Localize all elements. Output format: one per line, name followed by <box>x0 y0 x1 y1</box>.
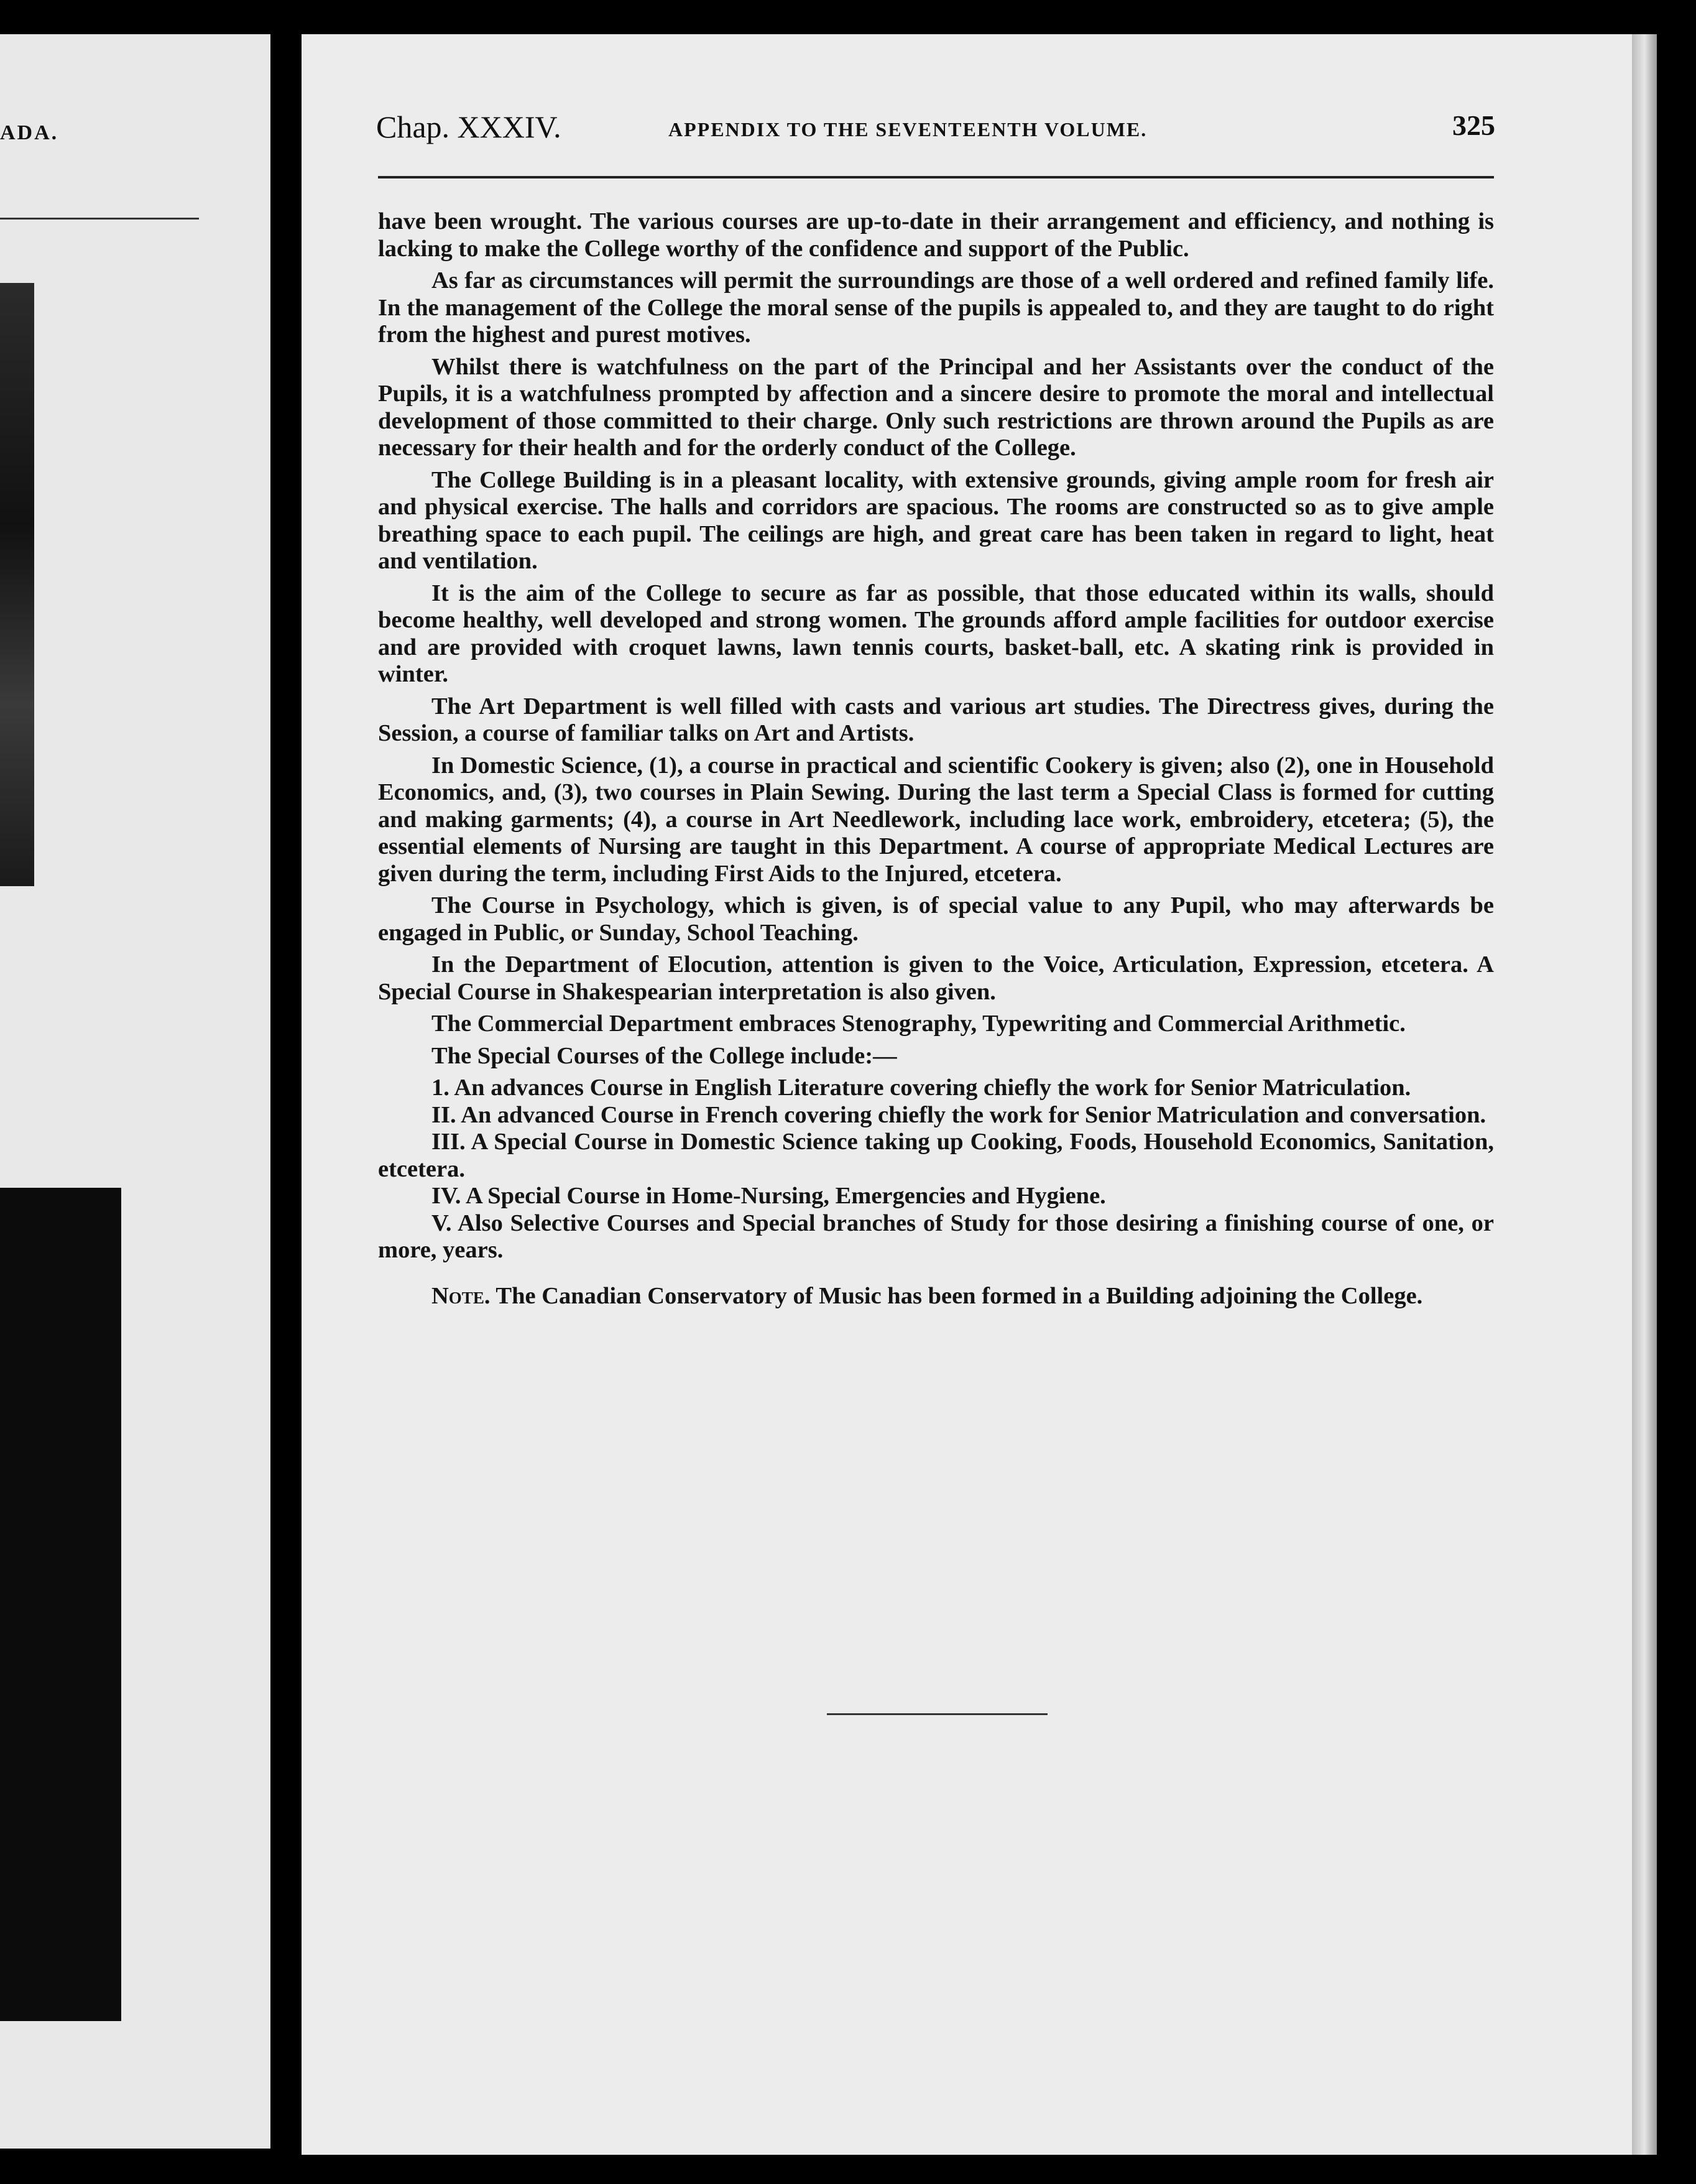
paragraph: In the Department of Elocution, attention is given to the Voice, Articulation, Expression, etcetera. A Special Course in Shakespearian interpretation is also given. <box>378 951 1494 1005</box>
body-text <box>378 208 1494 1315</box>
facing-page-photo <box>0 1188 121 2021</box>
paragraph: In Domestic Science, (1), a course in practical and scientific Cookery is given; also (2), one in Household Economics, and, (3), two courses in Plain Sewing. During the last term a Special Class is formed for cutting and making garments; (4), a course in Art Needlework, including lace work, embroidery, etcetera; (5), the essential elements of Nursing are taught in this Department. A course of appropriate Medical Lectures are given during the term, including First Aids to the Injured, etcetera. <box>378 752 1494 887</box>
running-title: APPENDIX TO THE SEVENTEENTH VOLUME. <box>668 118 1148 141</box>
header-rule <box>378 176 1494 178</box>
facing-page-photo <box>0 283 34 886</box>
paragraph: It is the aim of the College to secure as far as possible, that those educated within its walls, should become healthy, well developed and strong women. The grounds afford ample facilities for outdoor exercise and are provided with croquet lawns, lawn tennis courts, basket-ball, etc. A skating rink is provided in winter. <box>378 580 1494 687</box>
facing-page-rule <box>0 218 199 220</box>
end-rule <box>827 1713 1048 1715</box>
paragraph: The Course in Psychology, which is given, is of special value to any Pupil, who may afterwards be engaged in Public, or Sunday, School Teaching. <box>378 892 1494 946</box>
paragraph: Whilst there is watchfulness on the part of the Principal and her Assistants over the conduct of the Pupils, it is a watchfulness prompted by affection and a sincere desire to promote the moral and intellectual development of those committed to their charge. Only such restrictions are thrown around the Pupils as are necessary for their health and for the orderly conduct of the College. <box>378 353 1494 461</box>
course-item: IV. A Special Course in Home-Nursing, Emergencies and Hygiene. <box>431 1183 1106 1209</box>
paragraph: The College Building is in a pleasant locality, with extensive grounds, giving ample room for fresh air and physical exercise. The halls and corridors are spacious. The rooms are constructed so as to give ample breathing space to each pupil. The ceilings are high, and great care has been taken in regard to light, heat and ventilation. <box>378 466 1494 574</box>
paragraph: have been wrought. The various courses are up-to-date in their arrangement and efficiency, and nothing is lacking to make the College worthy of the confidence and support of the Public. <box>378 208 1494 262</box>
paragraph: The Art Department is well filled with casts and various art studies. The Directress gives, during the Session, a course of familiar talks on Art and Artists. <box>378 693 1494 746</box>
running-head <box>376 109 1495 152</box>
chapter-label: Chap. XXXIV. <box>376 109 561 144</box>
paragraph: The Commercial Department embraces Stenography, Typewriting and Commercial Arithmetic. <box>431 1011 1406 1037</box>
paragraph: The Special Courses of the College include:— <box>431 1042 897 1069</box>
paragraph: As far as circumstances will permit the surroundings are those of a well ordered and refined family life. In the management of the College the moral sense of the pupils is appealed to, and they are taught to do right from the highest and purest motives. <box>378 267 1494 348</box>
facing-page-running-head: ADA. <box>0 121 59 144</box>
course-item: 1. An advances Course in English Literature covering chiefly the work for Senior Matriculation. <box>431 1075 1411 1101</box>
note-label: Note. <box>431 1282 491 1309</box>
page-edge <box>1632 34 1657 2155</box>
course-item: V. Also Selective Courses and Special branches of Study for those desiring a finishing course of one, or more, years. <box>378 1210 1494 1263</box>
course-item: II. An advanced Course in French covering chiefly the work for Senior Matriculation and conversation. <box>431 1101 1486 1128</box>
page-number: 325 <box>1452 109 1495 141</box>
course-item: III. A Special Course in Domestic Science taking up Cooking, Foods, Household Economics, Sanitation, etcetera. <box>378 1129 1494 1182</box>
facing-page <box>0 34 270 2149</box>
note <box>378 1283 1494 1310</box>
note-text: The Canadian Conservatory of Music has been formed in a Building adjoining the College. <box>495 1282 1423 1309</box>
